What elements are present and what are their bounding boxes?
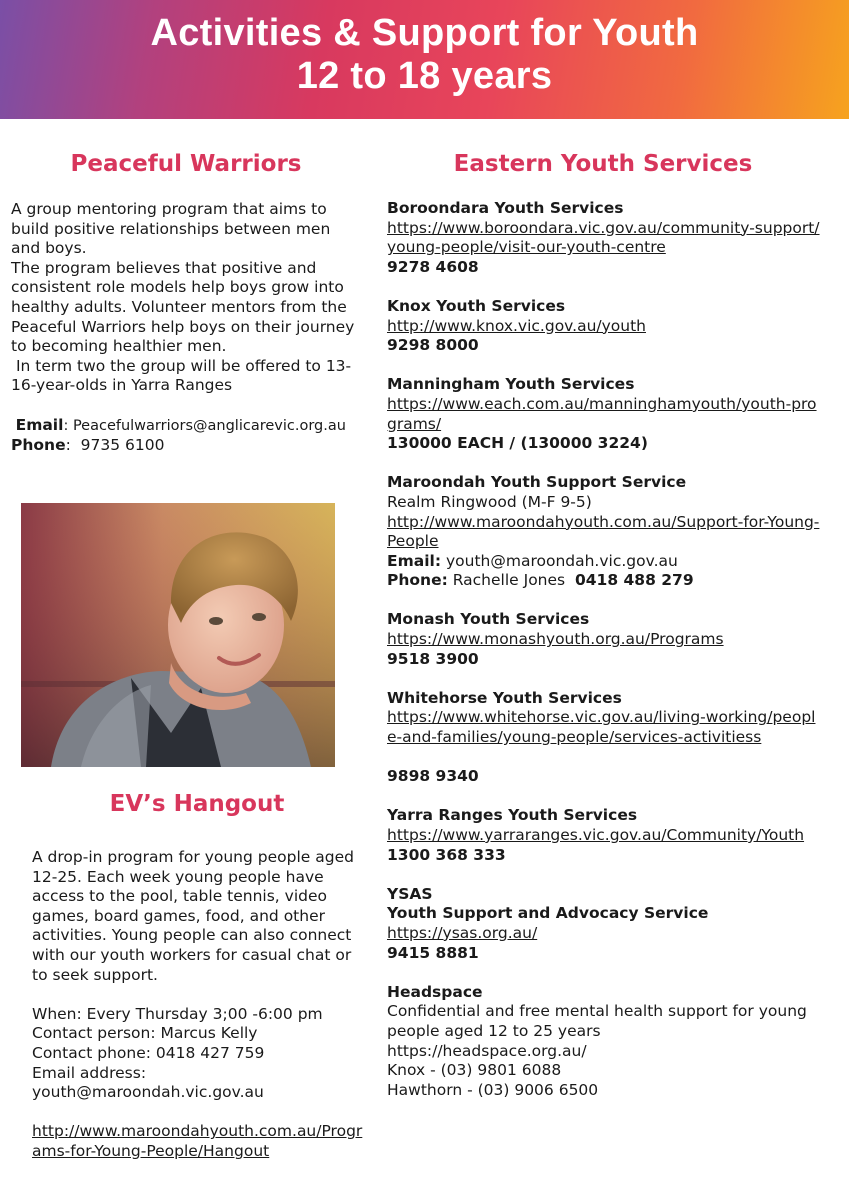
service-maroondah <box>387 473 822 591</box>
monash-phone: 9518 3900 <box>387 649 479 668</box>
pw-description-2: The program believes that positive and consistent role models help boys grow into healthy adults. Volunteer mentors from the Peaceful Warriors help boys on their journey to becoming healthier men. <box>11 258 355 356</box>
whitehorse-link[interactable]: https://www.whitehorse.vic.gov.au/living-working/people-and-families/young-people/services-activitiess <box>387 708 816 747</box>
service-ysas <box>387 885 822 963</box>
peaceful-warriors-section <box>11 200 363 456</box>
pw-description-3: In term two the group will be offered to 13-16-year-olds in Yarra Ranges <box>11 356 352 395</box>
title-line-2: 12 to 18 years <box>296 55 553 97</box>
pw-email-label: Email <box>15 415 64 434</box>
pw-email-row: Email: Peacefulwarriors@anglicarevic.org.au <box>15 415 346 434</box>
headspace-url[interactable]: https://headspace.org.au/ <box>387 1041 587 1060</box>
monash-name: Monash Youth Services <box>387 610 590 629</box>
evs-email-label: Email address: <box>32 1063 147 1082</box>
ysas-subtitle: Youth Support and Advocacy Service <box>387 904 709 923</box>
maroondah-email-label: Email: <box>387 551 442 570</box>
headspace-name: Headspace <box>387 982 483 1001</box>
service-manningham <box>387 375 822 453</box>
service-headspace <box>387 983 822 1101</box>
ysas-name: YSAS <box>387 884 433 903</box>
manningham-link[interactable]: https://www.each.com.au/manninghamyouth/youth-programs/ <box>387 394 817 433</box>
boroondara-name: Boroondara Youth Services <box>387 199 624 217</box>
evs-when: When: Every Thursday 3;00 -6:00 pm <box>32 1004 323 1023</box>
pw-phone-label: Phone <box>11 436 66 455</box>
pw-description-1: A group mentoring program that aims to build positive relationships between men and boys. <box>11 200 331 258</box>
manningham-phone: 130000 EACH / (130000 3224) <box>387 434 648 453</box>
evs-hangout-section <box>32 848 364 1162</box>
title-line-1: Activities & Support for Youth <box>150 12 699 54</box>
service-yarra-ranges <box>387 806 822 865</box>
peaceful-warriors-heading: Peaceful Warriors <box>70 151 302 177</box>
evs-hangout-heading: EV’s Hangout <box>109 791 285 817</box>
eastern-youth-services-list <box>387 199 822 1100</box>
knox-name: Knox Youth Services <box>387 296 566 315</box>
service-boroondara <box>387 199 822 277</box>
whitehorse-phone: 9898 9340 <box>387 767 479 786</box>
evs-description: A drop-in program for young people aged 12-25. Each week young people have access to the pool, table tennis, video games, board games, food, and other activities. Young people can also connect with our youth workers for casual chat or to seek support. <box>32 848 354 984</box>
evs-email[interactable]: youth@maroondah.vic.gov.au <box>32 1083 264 1102</box>
maroondah-email[interactable]: youth@maroondah.vic.gov.au <box>445 551 678 570</box>
yarra-name: Yarra Ranges Youth Services <box>387 806 638 825</box>
maroondah-phone-label: Phone: <box>387 571 448 590</box>
knox-phone: 9298 8000 <box>387 336 479 355</box>
monash-link[interactable]: https://www.monashyouth.org.au/Programs <box>387 630 724 649</box>
yarra-phone: 1300 368 333 <box>387 845 506 864</box>
boroondara-link[interactable]: https://www.boroondara.vic.gov.au/community-support/young-people/visit-our-youth-centre <box>387 218 820 257</box>
headspace-description: Confidential and free mental health support for young people aged 12 to 25 years <box>387 1002 807 1040</box>
maroondah-location: Realm Ringwood (M-F 9-5) <box>387 492 592 511</box>
page-title <box>0 0 849 98</box>
pw-email[interactable]: Peacefulwarriors@anglicarevic.org.au <box>72 417 346 434</box>
youth-photo <box>21 503 335 767</box>
pw-phone: 9735 6100 <box>80 436 165 455</box>
headspace-knox: Knox - (03) 9801 6088 <box>387 1061 562 1080</box>
yarra-link[interactable]: https://www.yarraranges.vic.gov.au/Community/Youth <box>387 826 805 844</box>
boroondara-phone: 9278 4608 <box>387 257 479 276</box>
service-monash <box>387 610 822 669</box>
ysas-phone: 9415 8881 <box>387 943 479 962</box>
pw-phone-row: Phone: 9735 6100 <box>11 436 165 455</box>
evs-contact-phone: Contact phone: 0418 427 759 <box>32 1043 265 1062</box>
whitehorse-name: Whitehorse Youth Services <box>387 688 622 707</box>
evs-contact-person: Contact person: Marcus Kelly <box>32 1024 258 1043</box>
maroondah-link[interactable]: http://www.maroondahyouth.com.au/Support-for-Young-People <box>387 512 820 551</box>
maroondah-contact: Rachelle Jones <box>452 571 566 590</box>
service-whitehorse <box>387 689 822 787</box>
maroondah-phone: 0418 488 279 <box>574 571 694 590</box>
header-banner <box>0 0 849 119</box>
ysas-link[interactable]: https://ysas.org.au/ <box>387 923 538 942</box>
maroondah-name: Maroondah Youth Support Service <box>387 473 687 492</box>
service-knox <box>387 297 822 356</box>
manningham-name: Manningham Youth Services <box>387 375 635 394</box>
knox-link[interactable]: http://www.knox.vic.gov.au/youth <box>387 316 646 335</box>
evs-hangout-link[interactable]: http://www.maroondahyouth.com.au/Programs-for-Young-People/Hangout <box>32 1122 363 1160</box>
eastern-youth-services-heading: Eastern Youth Services <box>453 151 753 177</box>
headspace-hawthorn: Hawthorn - (03) 9006 6500 <box>387 1080 599 1099</box>
